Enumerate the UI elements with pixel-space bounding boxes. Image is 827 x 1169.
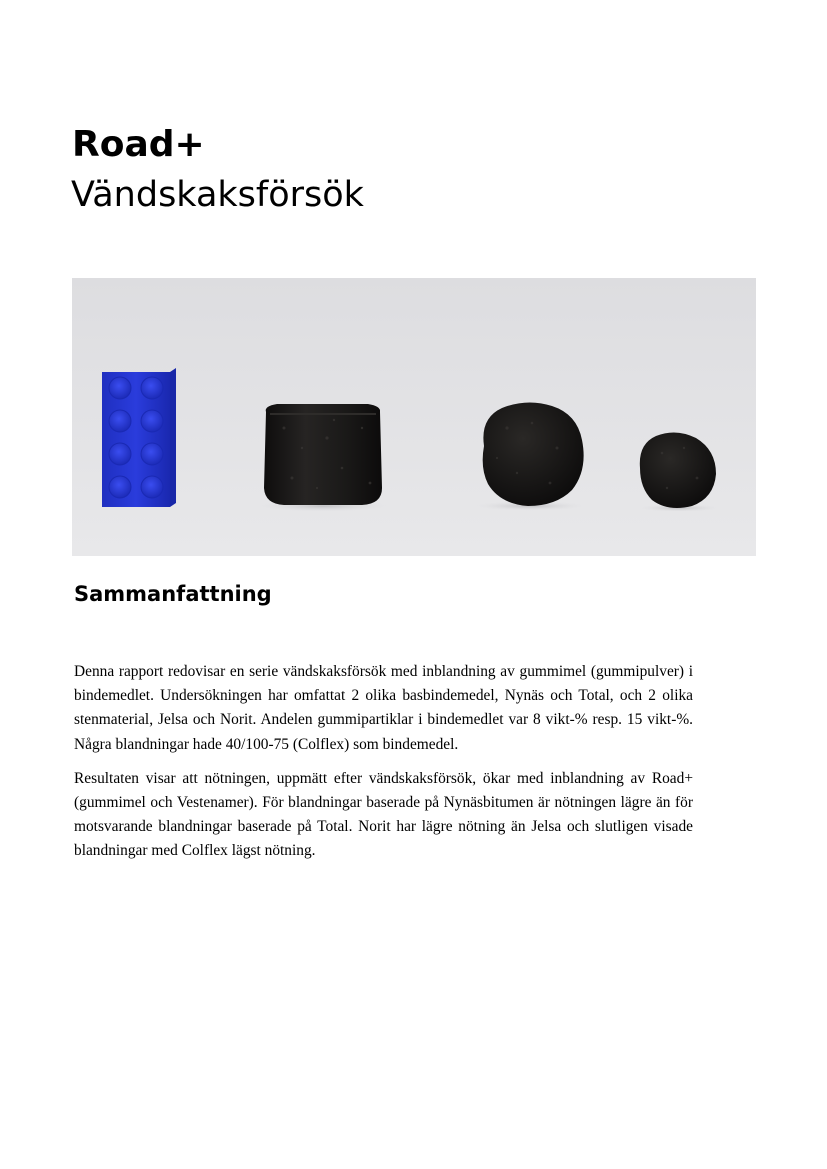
section-heading: Sammanfattning [74,582,272,606]
summary-paragraph-2: Resultaten visar att nötningen, uppmätt efter vändskaksförsök, ökar med inblandning av Road+ (gummimel och Vestenamer). För blandningar baserade på Nynäsbitumen är nötningen lägre än för motsvarande blandningar baserade på Total. Norit har lägre nötning än Jelsa och slutligen visade blandningar med Colflex lägst nötning. [74,769,693,860]
document-title: Road+ [72,124,205,165]
specimen-photo [72,278,756,556]
asphalt-cylinder-object [264,404,382,505]
summary-text [74,660,693,874]
asphalt-round-object [483,402,584,506]
lego-brick-object [102,368,176,507]
summary-paragraph-1: Denna rapport redovisar en serie vändskaksförsök med inblandning av gummimel (gummipulver) i bindemedlet. Undersökningen har omfattat 2 olika basbindemedel, Nynäs och Total, och 2 olika stenmaterial, Jelsa och Norit. Andelen gummipartiklar i bindemedlet var 8 vikt-% resp. 15 vikt-%. Några blandningar hade 40/100-75 (Colflex) som bindemedel. [74,663,693,753]
document-subtitle: Vändskaksförsök [71,175,364,215]
